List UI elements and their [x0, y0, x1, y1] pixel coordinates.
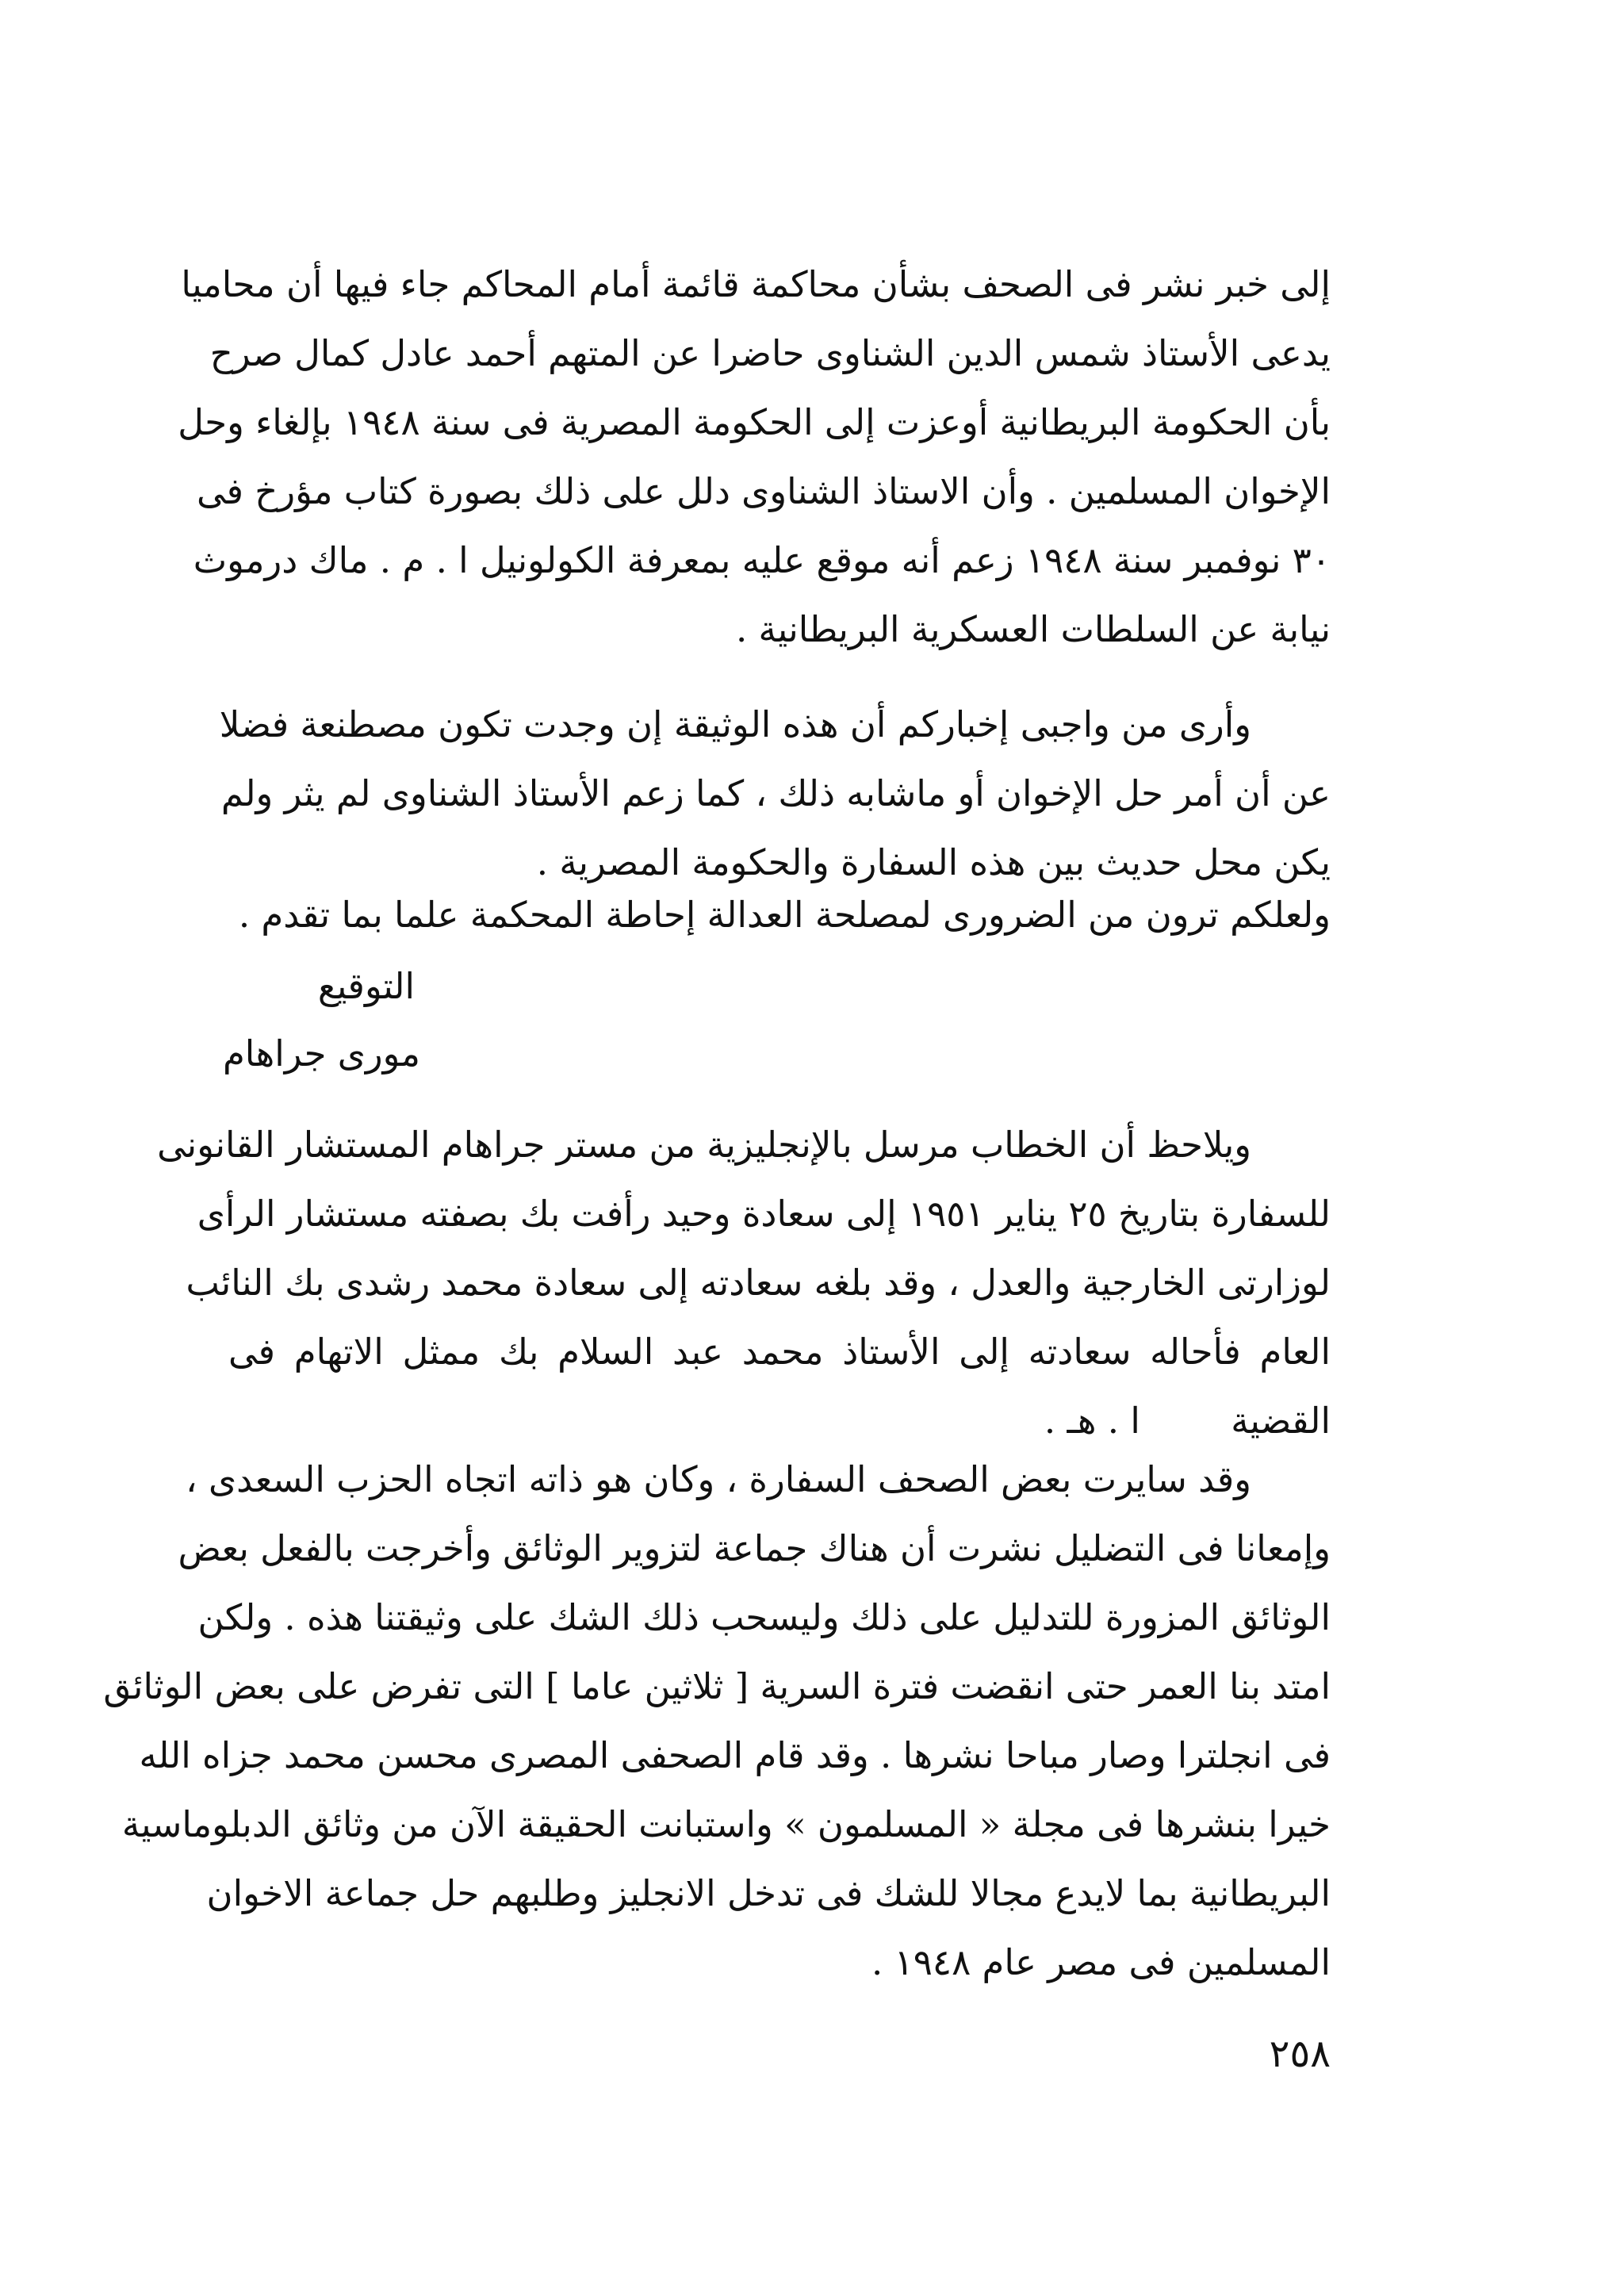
paragraph-5 — [103, 1445, 1331, 1997]
text-line: الوثائق المزورة للتدليل على ذلك وليسحب ذلك الشك على وثيقتنا هذه . ولكن — [197, 1596, 1331, 1638]
text-line: فى انجلترا وصار مباحا نشرها . وقد قام الصحفى المصرى محسن محمد جزاه الله — [139, 1734, 1331, 1776]
paragraph-1 — [178, 250, 1331, 664]
signature-title: التوقيع — [317, 965, 415, 1007]
text-line: خيرا بنشرها فى مجلة « المسلمون » واستبانت الحقيقة الآن من وثائق الدبلوماسية — [121, 1803, 1331, 1845]
text-line: امتد بنا العمر حتى انقضت فترة السرية [ ثلاثين عاما ] التى تفرض على بعض الوثائق — [103, 1665, 1331, 1707]
text-line: ولعلكم ترون من الضرورى لمصلحة العدالة إحاطة المحكمة علما بما تقدم . — [238, 894, 1331, 936]
paragraph-2 — [219, 690, 1331, 897]
text-line: العام فأحاله سعادته إلى الأستاذ محمد عبد السلام بك ممثل الاتهام فى — [228, 1331, 1331, 1373]
text-line: للسفارة بتاريخ ٢٥ يناير ١٩٥١ إلى سعادة وحيد رأفت بك بصفته مستشار الرأى — [197, 1193, 1331, 1235]
text-line: يكن محل حديث بين هذه السفارة والحكومة المصرية . — [536, 841, 1331, 883]
signature-name: مورى جراهام — [222, 1032, 420, 1075]
text-line: القضية ا . هـ . — [1044, 1400, 1331, 1442]
text-line: الإخوان المسلمين . وأن الاستاذ الشناوى دلل على ذلك بصورة كتاب مؤرخ فى — [196, 470, 1331, 512]
text-line: ويلاحظ أن الخطاب مرسل بالإنجليزية من مستر جراهام المستشار القانونى — [157, 1124, 1251, 1166]
text-line: عن أن أمر حل الإخوان أو ماشابه ذلك ، كما زعم الأستاذ الشناوى لم يثر ولم — [220, 772, 1331, 814]
paragraph-4 — [157, 1110, 1331, 1455]
page-number: ٢٥٨ — [1269, 2032, 1331, 2076]
text-line: لوزارتى الخارجية والعدل ، وقد بلغه سعادته إلى سعادة محمد رشدى بك النائب — [186, 1262, 1331, 1304]
text-line: وقد سايرت بعض الصحف السفارة ، وكان هو ذاته اتجاه الحزب السعدى ، — [186, 1458, 1251, 1500]
text-line: إلى خبر نشر فى الصحف بشأن محاكمة قائمة أمام المحاكم جاء فيها أن محاميا — [181, 263, 1331, 305]
text-line: بأن الحكومة البريطانية أوعزت إلى الحكومة المصرية فى سنة ١٩٤٨ بإلغاء وحل — [178, 401, 1331, 443]
text-line: يدعى الأستاذ شمس الدين الشناوى حاضرا عن المتهم أحمد عادل كمال صرح — [209, 332, 1331, 374]
paragraph-3 — [228, 880, 1331, 949]
text-line: البريطانية بما لايدع مجالا للشك فى تدخل الانجليز وطلبهم حل جماعة الاخوان — [206, 1872, 1331, 1914]
text-line: وإمعانا فى التضليل نشرت أن هناك جماعة لتزوير الوثائق وأخرجت بالفعل بعض — [178, 1527, 1331, 1569]
text-line: المسلمين فى مصر عام ١٩٤٨ . — [871, 1941, 1331, 1983]
text-line: نيابة عن السلطات العسكرية البريطانية . — [735, 608, 1331, 650]
text-line: وأرى من واجبى إخباركم أن هذه الوثيقة إن وجدت تكون مصطنعة فضلا — [219, 703, 1251, 745]
text-line: ٣٠ نوفمبر سنة ١٩٤٨ زعم أنه موقع عليه بمعرفة الكولونيل ا . م . ماك درموث — [193, 539, 1331, 581]
